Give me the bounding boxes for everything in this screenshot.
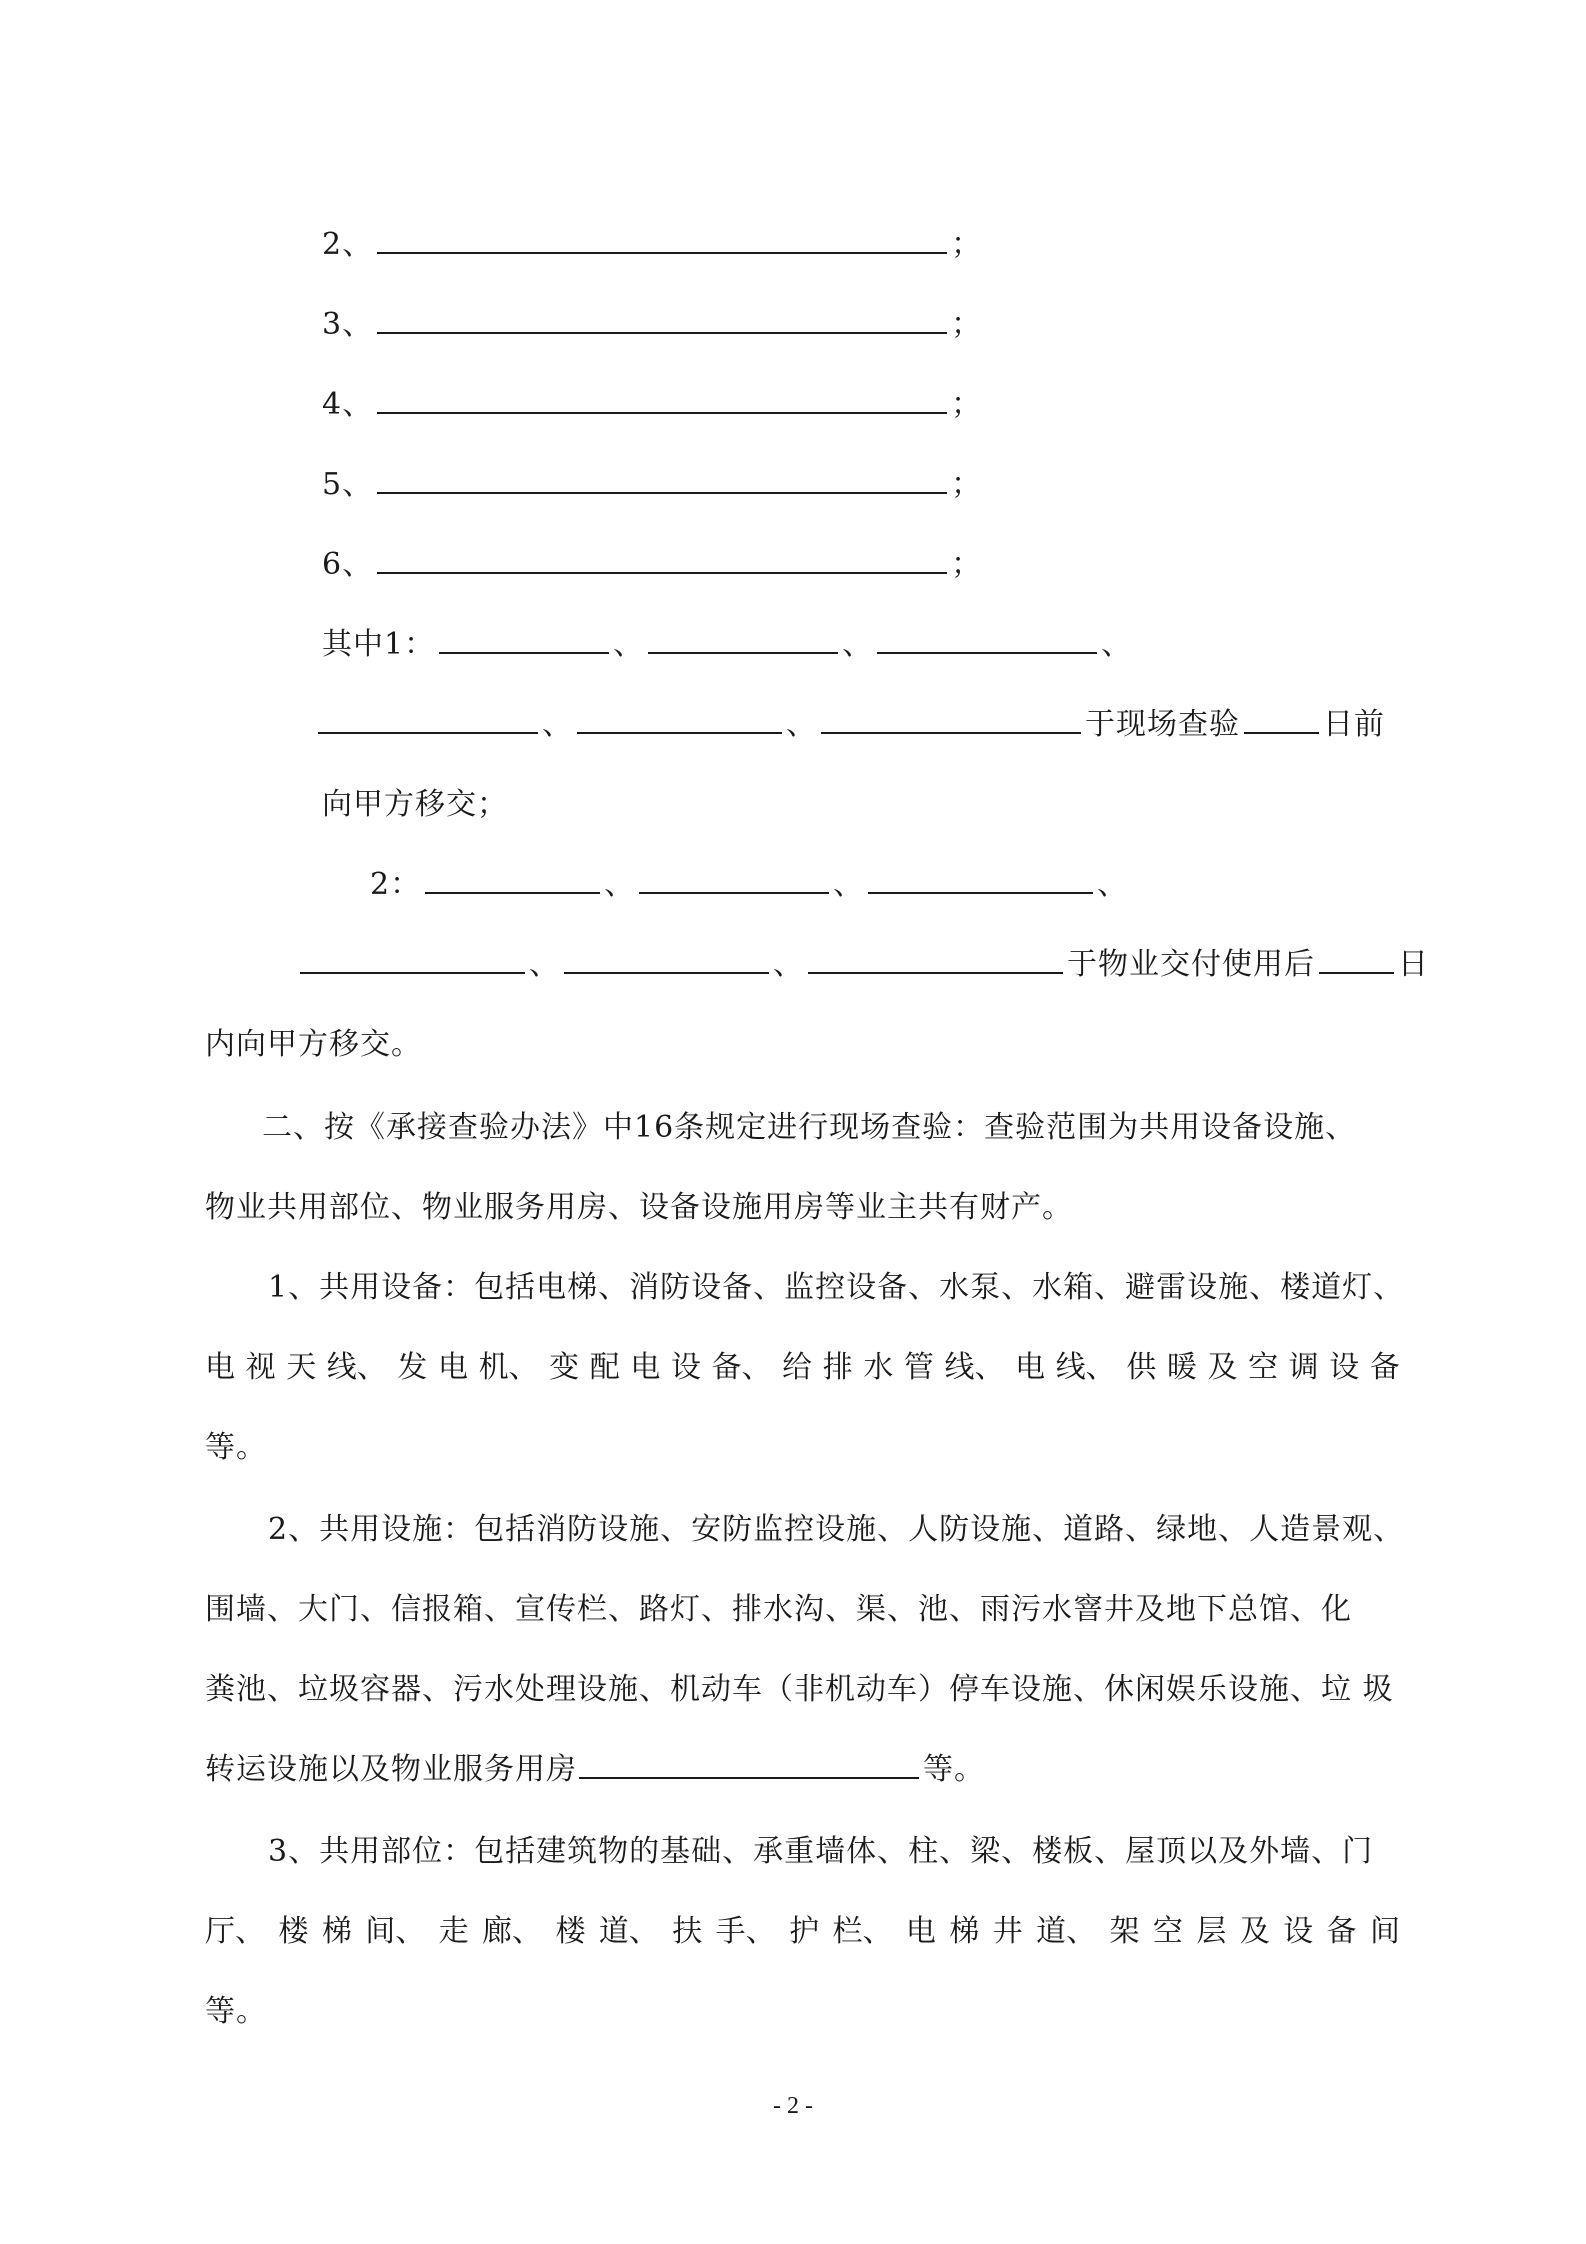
fill-blank[interactable] — [868, 866, 1093, 894]
text-segment: 廊、 — [482, 1914, 543, 1949]
equipment-line1 — [268, 1268, 1404, 1308]
paragraph-text: 等。 — [923, 1752, 985, 1787]
group2-lead: 2： — [370, 867, 422, 902]
group2-line2 — [300, 945, 1429, 985]
equipment-line2 — [205, 1348, 1400, 1388]
text-segment: 备、 — [711, 1350, 772, 1385]
group2-tail-text: 于物业交付使用后 — [1067, 947, 1315, 982]
fill-blank[interactable] — [577, 706, 782, 734]
text-segment: 备 — [1369, 1350, 1400, 1385]
text-segment: 配 — [589, 1350, 620, 1385]
fill-blank[interactable] — [439, 626, 609, 654]
text-segment: 电 — [1015, 1350, 1046, 1385]
parts-line3 — [205, 1992, 267, 2032]
paragraph-text: 1、共用设备：包括电梯、消防设备、监控设备、水泵、水箱、避雷设施、楼道灯、 — [268, 1270, 1405, 1305]
separator: 、 — [1101, 627, 1133, 662]
days-blank[interactable] — [1319, 946, 1394, 974]
text-segment: 间 — [1369, 1914, 1400, 1949]
text-segment: 设 — [670, 1350, 701, 1385]
fill-blank[interactable] — [877, 626, 1097, 654]
text-segment: 电 — [437, 1350, 468, 1385]
fill-blank[interactable] — [639, 866, 829, 894]
paragraph-text: 粪池、垃圾容器、污水处理设施、机动车（非机动车）停车设施、休闲娱乐设施、垃 圾 — [205, 1672, 1394, 1707]
text-segment: 管 — [903, 1350, 934, 1385]
fill-blank[interactable] — [377, 466, 947, 494]
text-segment: 梯 — [949, 1914, 980, 1949]
fill-blank[interactable] — [425, 866, 600, 894]
group1-tail-end: 日前 — [1323, 707, 1385, 742]
list-end-mark: ； — [951, 547, 983, 582]
list-end-mark: ； — [951, 227, 983, 262]
parts-line2 — [205, 1912, 1400, 1952]
fill-blank[interactable] — [808, 946, 1063, 974]
fill-blank[interactable] — [300, 946, 525, 974]
paragraph-text: 等。 — [205, 1430, 267, 1465]
text-segment: 给 — [782, 1350, 813, 1385]
group2-continuation: 内向甲方移交。 — [205, 1027, 422, 1062]
fill-blank[interactable] — [377, 386, 947, 414]
text-segment: 梯 — [321, 1914, 352, 1949]
paragraph-text: 3、共用部位：包括建筑物的基础、承重墙体、柱、梁、楼板、屋顶以及外墙、门 — [268, 1834, 1374, 1869]
list-number: 3、 — [322, 307, 374, 342]
separator: 、 — [542, 707, 573, 742]
separator: 、 — [604, 867, 636, 902]
text-segment: 天 — [286, 1350, 317, 1385]
facilities-line4 — [205, 1750, 985, 1790]
text-segment: 暖 — [1166, 1350, 1197, 1385]
separator: 、 — [842, 627, 874, 662]
text-segment: 电 — [630, 1350, 661, 1385]
group1-lead: 其中1： — [322, 627, 436, 662]
text-segment: 厅、 — [205, 1914, 265, 1949]
text-segment: 线、 — [1055, 1350, 1116, 1385]
facilities-line1 — [268, 1510, 1404, 1550]
text-segment: 楼 — [555, 1914, 586, 1949]
facilities-line2 — [205, 1590, 1352, 1630]
text-segment: 设 — [1329, 1350, 1360, 1385]
text-segment: 走 — [438, 1914, 469, 1949]
separator: 、 — [773, 947, 804, 982]
text-segment: 层 — [1196, 1914, 1227, 1949]
paragraph-text: 转运设施以及物业服务用房 — [205, 1752, 577, 1787]
text-segment: 架 — [1109, 1914, 1140, 1949]
text-segment: 电 — [205, 1350, 235, 1385]
paragraph-text: 物业共用部位、物业服务用房、设备设施用房等业主共有财产。 — [205, 1190, 1073, 1225]
fill-blank[interactable] — [564, 946, 769, 974]
section2-heading — [262, 1108, 1356, 1148]
fill-blank[interactable] — [377, 306, 947, 334]
service-room-blank[interactable] — [579, 1751, 919, 1779]
paragraph-text: 等。 — [205, 1994, 267, 2029]
list-item — [322, 465, 982, 505]
text-segment: 道、 — [1036, 1914, 1097, 1949]
group2-tail-end: 日 — [1398, 947, 1429, 982]
text-segment: 变 — [549, 1350, 580, 1385]
equipment-line3 — [205, 1428, 267, 1468]
text-segment: 楼 — [278, 1914, 309, 1949]
text-segment: 护 — [789, 1914, 820, 1949]
page-number: - 2 - — [773, 2093, 813, 2119]
list-item — [322, 545, 982, 585]
separator: 、 — [1097, 867, 1129, 902]
list-item — [322, 225, 982, 265]
list-end-mark: ； — [951, 307, 983, 342]
fill-blank[interactable] — [648, 626, 838, 654]
text-segment: 电 — [905, 1914, 936, 1949]
text-segment: 及 — [1207, 1350, 1238, 1385]
fill-blank[interactable] — [318, 706, 538, 734]
days-blank[interactable] — [1244, 706, 1319, 734]
paragraph-text: 二、按《承接查验办法》中16条规定进行现场查验：查验范围为共用设备设施、 — [262, 1110, 1357, 1145]
text-segment: 扶 — [672, 1914, 703, 1949]
text-segment: 线、 — [944, 1350, 1005, 1385]
paragraph-text: 2、共用设施：包括消防设施、安防监控设施、人防设施、道路、绿地、人造景观、 — [268, 1512, 1405, 1547]
text-segment: 设 — [1283, 1914, 1314, 1949]
text-segment: 发 — [397, 1350, 428, 1385]
list-item — [322, 305, 982, 345]
text-segment: 道、 — [598, 1914, 659, 1949]
text-segment: 备 — [1326, 1914, 1357, 1949]
text-segment: 调 — [1288, 1350, 1319, 1385]
list-item — [322, 385, 982, 425]
separator: 、 — [529, 947, 560, 982]
text-segment: 及 — [1239, 1914, 1270, 1949]
list-end-mark: ； — [951, 467, 983, 502]
text-segment: 栏、 — [832, 1914, 893, 1949]
group1-line1 — [322, 625, 1132, 665]
separator: 、 — [613, 627, 645, 662]
text-segment: 空 — [1248, 1350, 1279, 1385]
paragraph-text: 围墙、大门、信报箱、宣传栏、路灯、排水沟、渠、池、雨污水窨井及地下总馆、化 — [205, 1592, 1352, 1627]
separator: 、 — [833, 867, 865, 902]
text-segment: 间、 — [365, 1914, 426, 1949]
facilities-line3 — [205, 1670, 1394, 1710]
text-segment: 井 — [992, 1914, 1023, 1949]
text-segment: 手、 — [715, 1914, 776, 1949]
list-number: 6、 — [322, 547, 374, 582]
text-segment: 机、 — [478, 1350, 539, 1385]
list-number: 4、 — [322, 387, 374, 422]
group1-line2 — [318, 705, 1385, 745]
group1-tail-text: 于现场查验 — [1085, 707, 1240, 742]
text-segment: 水 — [863, 1350, 894, 1385]
fill-blank[interactable] — [377, 226, 947, 254]
list-number: 5、 — [322, 467, 374, 502]
list-number: 2、 — [322, 227, 374, 262]
text-segment: 供 — [1126, 1350, 1157, 1385]
text-segment: 视 — [245, 1350, 276, 1385]
parts-line1 — [268, 1832, 1373, 1872]
group1-continuation: 向甲方移交； — [322, 787, 508, 822]
fill-blank[interactable] — [377, 546, 947, 574]
group2-line1 — [370, 865, 1128, 905]
text-segment: 空 — [1152, 1914, 1183, 1949]
list-end-mark: ； — [951, 387, 983, 422]
text-segment: 排 — [822, 1350, 853, 1385]
separator: 、 — [786, 707, 817, 742]
group2-line3 — [205, 1025, 422, 1065]
fill-blank[interactable] — [821, 706, 1081, 734]
text-segment: 线、 — [326, 1350, 387, 1385]
section2-line2 — [205, 1188, 1073, 1228]
group1-line3 — [322, 785, 508, 825]
